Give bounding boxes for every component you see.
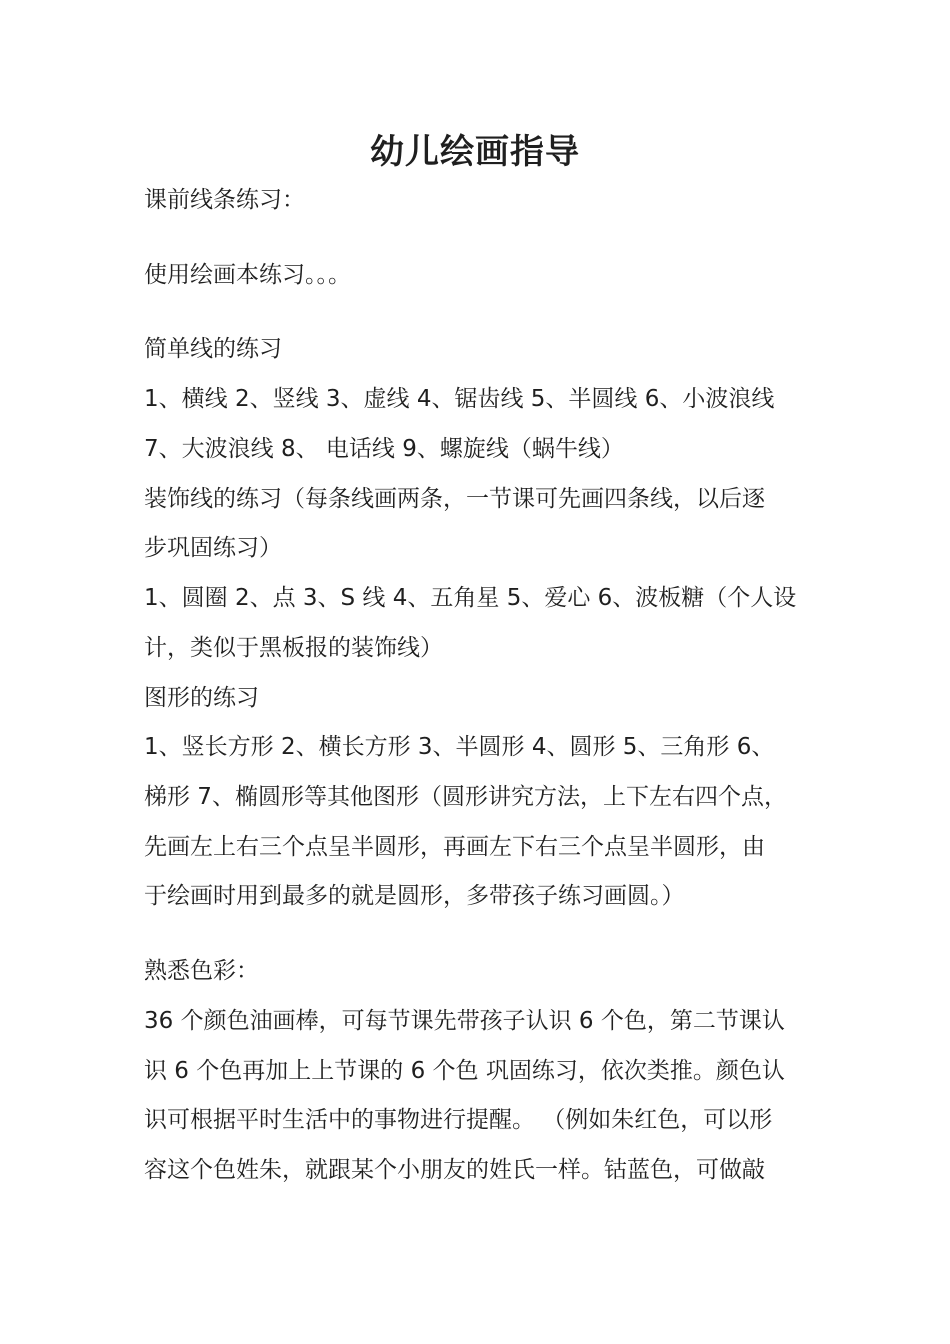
paragraph-line: 1、圆圈 2、点 3、S 线 4、五角星 5、爱心 6、波板糖（个人设 (144, 585, 797, 611)
section-heading-decorative-lines: 装饰线的练习（每条线画两条，一节课可先画四条线，以后逐 (144, 486, 765, 512)
paragraph-line: 识 6 个色再加上上节课的 6 个色 巩固练习，依次类推。颜色认 (144, 1058, 785, 1084)
section-heading-simple-lines: 简单线的练习 (144, 336, 282, 362)
section-heading-colors: 熟悉色彩： (144, 958, 259, 984)
paragraph-line: 识可根据平时生活中的事物进行提醒。 （例如朱红色，可以形 (144, 1107, 773, 1133)
section-heading-shapes: 图形的练习 (144, 685, 259, 711)
paragraph-line: 先画左上右三个点呈半圆形，再画左下右三个点呈半圆形，由 (144, 834, 765, 860)
paragraph-line: 步巩固练习） (144, 535, 282, 561)
paragraph-line: 1、横线 2、竖线 3、虚线 4、锯齿线 5、半圆线 6、小波浪线 (144, 386, 775, 412)
paragraph-line: 于绘画时用到最多的就是圆形，多带孩子练习画圆。） (144, 883, 685, 909)
paragraph-line: 7、大波浪线 8、 电话线 9、螺旋线（蜗牛线） (144, 436, 624, 462)
paragraph-line: 36 个颜色油画棒，可每节课先带孩子认识 6 个色，第二节课认 (144, 1008, 785, 1034)
page-title: 幼儿绘画指导 (370, 132, 580, 172)
paragraph-line: 计，类似于黑板报的装饰线） (144, 635, 443, 661)
paragraph-line: 使用绘画本练习。。。 (144, 262, 351, 288)
paragraph-line: 1、竖长方形 2、横长方形 3、半圆形 4、圆形 5、三角形 6、 (144, 734, 775, 760)
section-heading-pre-class-lines: 课前线条练习： (144, 187, 305, 213)
paragraph-line: 容这个色姓朱，就跟某个小朋友的姓氏一样。钴蓝色，可做敲 (144, 1157, 765, 1183)
paragraph-line: 梯形 7、椭圆形等其他图形（圆形讲究方法，上下左右四个点， (144, 784, 787, 810)
